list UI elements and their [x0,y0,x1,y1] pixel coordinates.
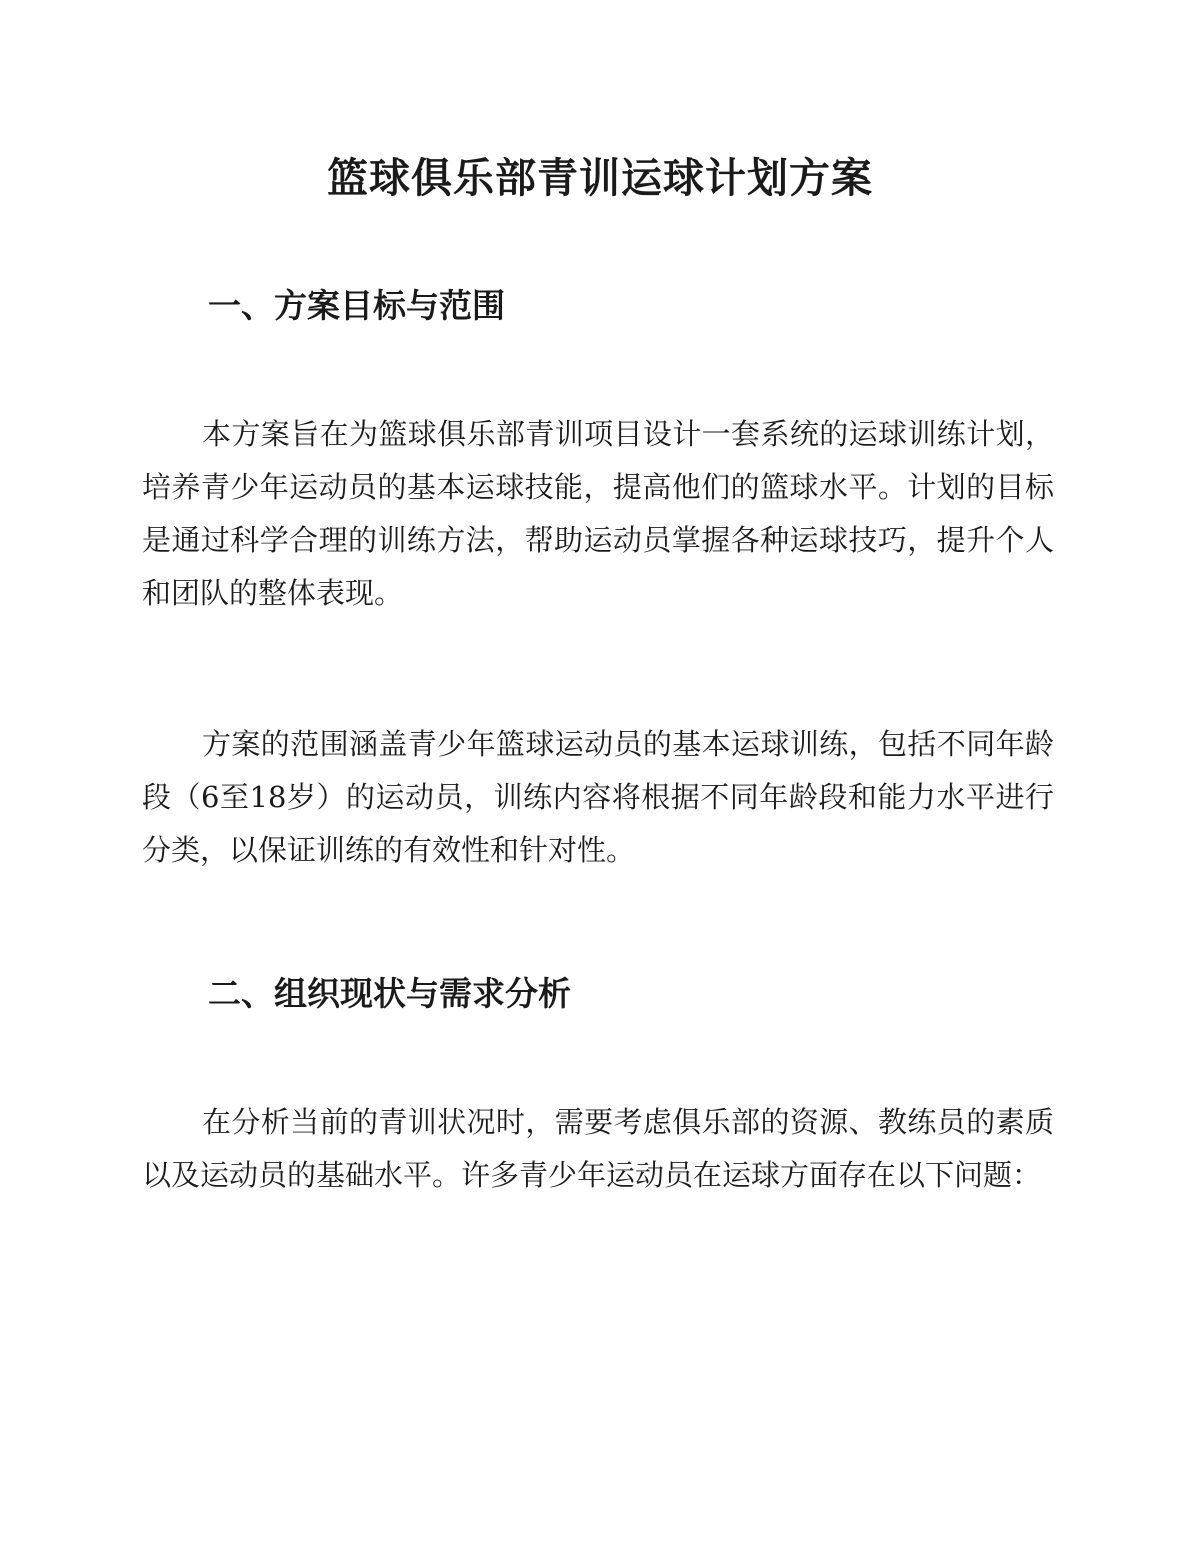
paragraph-goals: 本方案旨在为篮球俱乐部青训项目设计一套系统的运球训练计划，培养青少年运动员的基本运球技能，提高他们的篮球水平。计划的目标是通过科学合理的训练方法，帮助运动员掌握各种运球技巧，提升个人和团队的整体表现。 [142,417,1054,610]
paragraph-scope: 方案的范围涵盖青少年篮球运动员的基本运球训练，包括不同年龄段（6至18岁）的运动员，训练内容将根据不同年龄段和能力水平进行分类，以保证训练的有效性和针对性。 [142,727,1054,867]
section-heading-status-analysis: 二、组织现状与需求分析 [208,974,571,1013]
section-heading-goals-scope: 一、方案目标与范围 [208,286,505,325]
document-title: 篮球俱乐部青训运球计划方案 [327,154,873,202]
paragraph-status-analysis: 在分析当前的青训状况时，需要考虑俱乐部的资源、教练员的素质以及运动员的基础水平。许多青少年运动员在运球方面存在以下问题： [142,1105,1054,1192]
